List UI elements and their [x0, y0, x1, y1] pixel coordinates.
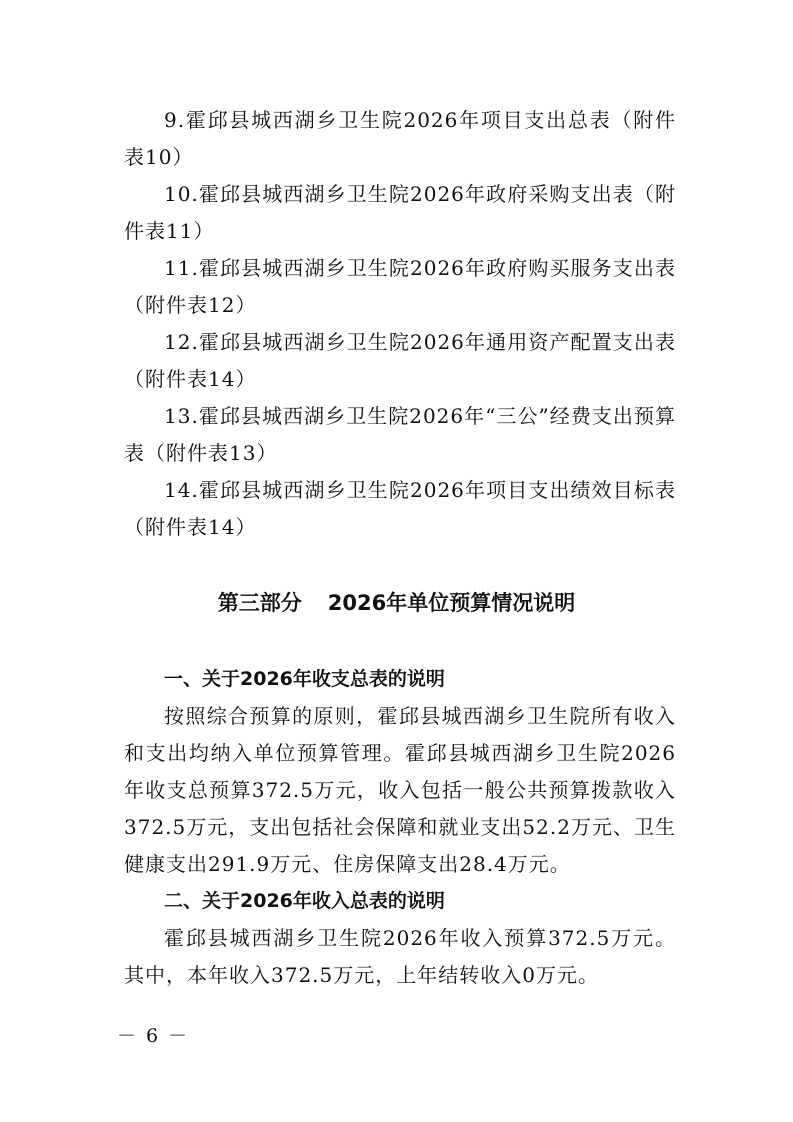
list-item-14: 14.霍邱县城西湖乡卫生院2026年项目支出绩效目标表（附件表14） — [124, 478, 676, 539]
list-item-12: 12.霍邱县城西湖乡卫生院2026年通用资产配置支出表（附件表14） — [124, 330, 676, 391]
part-three-title: 2026年单位预算情况说明 — [327, 591, 576, 615]
list-item-13: 13.霍邱县城西湖乡卫生院2026年“三公”经费支出预算表（附件表13） — [124, 404, 676, 465]
list-item-9: 9.霍邱县城西湖乡卫生院2026年项目支出总表（附件表10） — [124, 108, 676, 169]
list-item-10: 10.霍邱县城西湖乡卫生院2026年政府采购支出表（附件表11） — [124, 182, 676, 243]
section-two-heading: 二、关于2026年收入总表的说明 — [164, 890, 445, 912]
page-number: － 6 － — [117, 1025, 190, 1047]
section-one-body: 按照综合预算的原则，霍邱县城西湖乡卫生院所有收入和支出均纳入单位预算管理。霍邱县城西湖乡卫生院2026年收支总预算372.5万元，收入包括一般公共预算拨款收入372.5万元，支出包括社会保障和就业支出52.2万元、卫生健康支出291.9万元、住房保障支出28.4万元。 — [124, 704, 676, 876]
part-three-heading — [0, 588, 793, 618]
section-two-body: 霍邱县城西湖乡卫生院2026年收入预算372.5万元。其中，本年收入372.5万元，上年结转收入0万元。 — [124, 926, 676, 987]
section-one-heading: 一、关于2026年收支总表的说明 — [164, 668, 445, 690]
list-item-11: 11.霍邱县城西湖乡卫生院2026年政府购买服务支出表（附件表12） — [124, 256, 676, 317]
part-three-label: 第三部分 — [217, 591, 302, 615]
